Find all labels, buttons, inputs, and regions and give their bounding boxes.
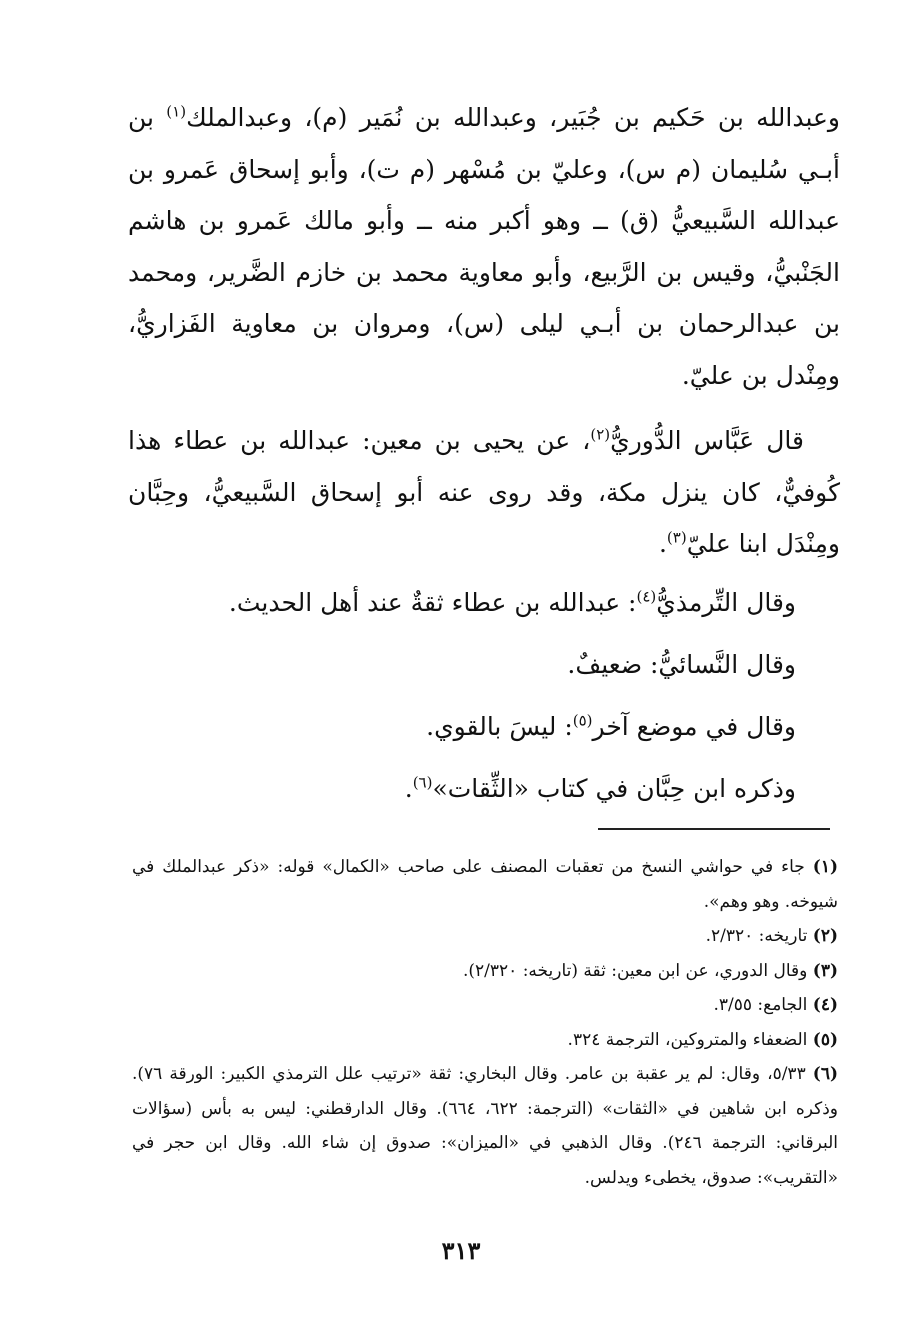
footnote-separator [598,828,830,830]
footnote-text: تاريخه: ٢/٣٢٠. [705,926,808,946]
footnote-ref-2[interactable]: (٢) [590,425,611,444]
page-number: ٣١٣ [441,1236,481,1265]
paragraph-text: وعبدالله بن حَكيم بن جُبَير، وعبدالله بن نُمَير (م)، وعبدالملك [186,103,840,132]
footnote-number: (٢) [812,926,838,946]
line-text: وذكره ابن حِبَّان في كتاب «الثِّقات» [432,773,796,803]
paragraph-text: قال عَبَّاس الدُّوريُّ [610,426,805,455]
footnotes-section [132,850,838,1195]
footnote-ref-6[interactable]: (٦) [412,773,433,792]
footnote-3 [132,954,838,989]
line-text: : ليسَ بالقوي. [426,711,573,741]
line-text: وقال في موضع آخر [592,711,796,741]
footnote-text: وقال الدوري، عن ابن معين: ثقة (تاريخه: ٢/٣٢٠). [462,960,808,981]
paragraph-abbas [128,415,840,570]
footnote-number: (٦) [812,1064,838,1084]
line-text: : عبدالله بن عطاء ثقةٌ عند أهل الحديث. [228,587,637,617]
line-ibn-hibban [128,760,796,818]
line-tirmidhi [128,574,796,632]
line-other-place [128,698,796,756]
footnote-text: الجامع: ٣/٥٥. [713,995,808,1015]
footnote-text: جاء في حواشي النسخ من تعقبات المصنف على صاحب «الكمال» قوله: «ذكر عبدالملك في شيوخه. وهو وهم». [132,857,838,912]
line-nasai [128,636,796,694]
footnote-ref-4[interactable]: (٤) [636,587,657,606]
footnote-number: (٣) [812,960,838,981]
line-text: وقال التِّرمذيُّ [656,587,796,617]
footnote-6 [132,1057,838,1195]
line-text: . [404,773,413,803]
paragraph-text: بن أبـي سُليمان (م س)، وعليّ بن مُسْهر (م ت)، وأبو إسحاق عَمرو بن عبدالله السَّبيعيُّ (ق) ــ وهو أكبر منه ــ وأبو مالك عَمرو بن هاشم الجَنْبيُّ، وقيس بن الرَّبيع، وأبو معاوية محمد بن خازم الضَّرير، ومحمد بن عبدالرحمان بن أبـي ليلى (س)، ومروان بن معاوية الفَزاريُّ، ومِنْدل بن عليّ. [128,103,840,390]
line-text: وقال النَّسائيُّ: ضعيفٌ. [567,649,796,679]
footnote-number: (١) [812,857,838,877]
main-text-block [128,92,840,818]
footnote-5 [132,1023,838,1058]
paragraph-text: ، عن يحيى بن معين: عبدالله بن عطاء هذا كُوفيٌّ، كان ينزل مكة، وقد روى عنه أبو إسحاق السَّبيعيُّ، وحِبَّان ومِنْدَل ابنا عليّ [128,426,840,558]
footnote-number: (٤) [812,995,838,1015]
footnote-ref-1[interactable]: (١) [166,102,187,121]
footnote-number: (٥) [812,1029,838,1050]
footnote-2 [132,919,838,954]
footnote-text: الضعفاء والمتروكين، الترجمة ٣٢٤. [567,1029,808,1050]
paragraph-narrators [128,92,840,401]
footnote-1 [132,850,838,919]
footnote-ref-5[interactable]: (٥) [572,711,593,730]
footnote-text: ٥/٣٣، وقال: لم ير عقبة بن عامر. وقال البخاري: ثقة «ترتيب علل الترمذي الكبير: الورقة ٧٦). وذكره ابن شاهين في «الثقات» (الترجمة: ٦٢٢، ٦٦٤). وقال الدارقطني: ليس به بأس (سؤالات البرقاني: الترجمة ٢٤٦). وقال الذهبي في «الميزان»: صدوق إن شاء الله. وقال ابن حجر في «التقريب»: صدوق، يخطىء ويدلس. [132,1064,838,1188]
footnote-ref-3[interactable]: (٣) [666,528,687,547]
paragraph-text: . [658,529,667,558]
footnote-4 [132,988,838,1023]
